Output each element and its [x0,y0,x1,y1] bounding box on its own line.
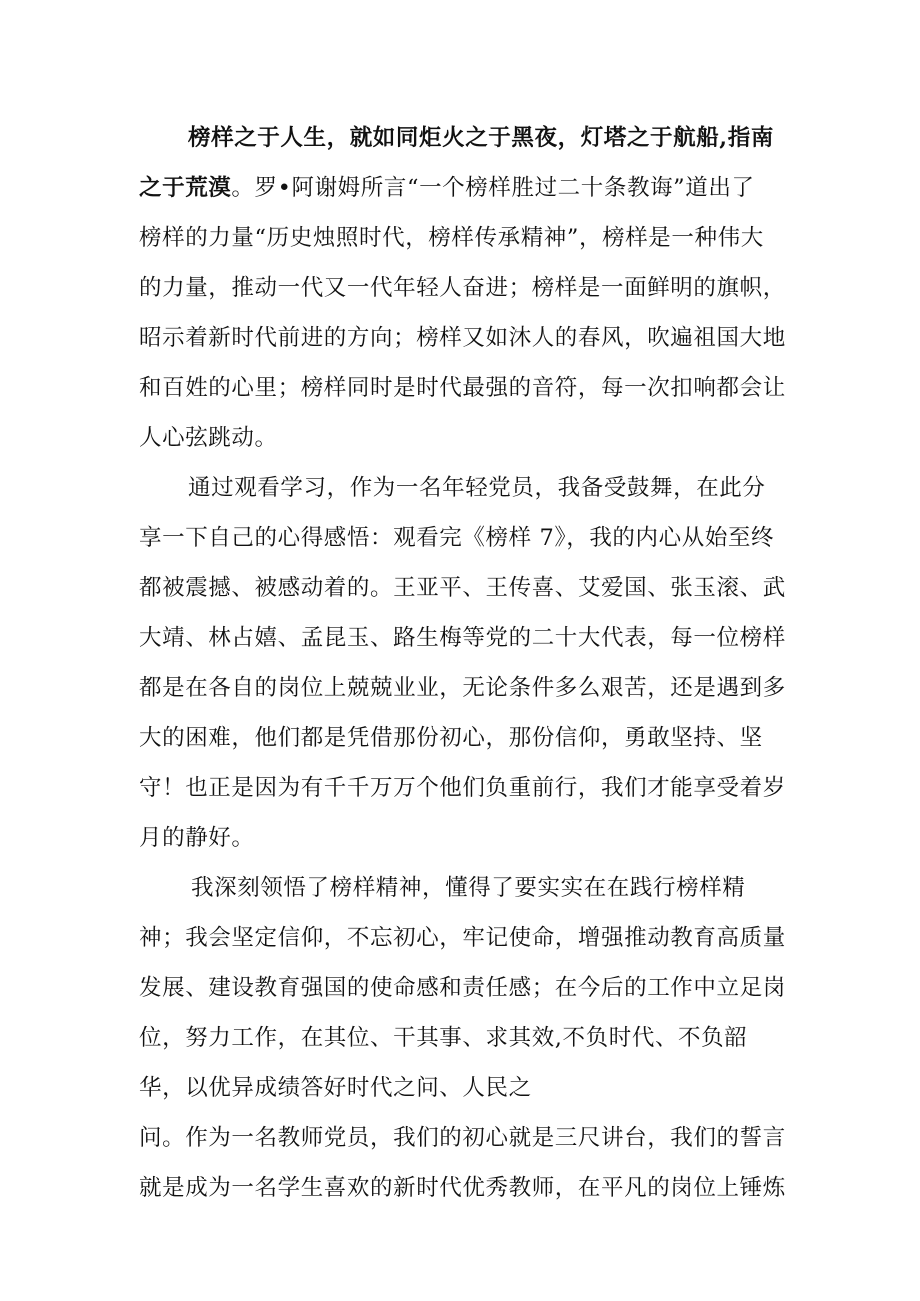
paragraph-3-line-6: 问。作为一名教师党员，我们的初心就是三尺讲台，我们的誓言 [139,1125,786,1151]
paragraph-2-line-7: 守！也正是因为有千千万万个他们负重前行，我们才能享受着岁 [139,775,786,801]
paragraph-2-line-1: 通过观看学习，作为一名年轻党员，我备受鼓舞，在此分 [188,475,766,501]
paragraph-3-line-2: 神；我会坚定信仰，不忘初心，牢记使命，增强推动教育高质量 [139,925,786,951]
paragraph-1-line-3: 榜样的力量“历史烛照时代，榜样传承精神”，榜样是一种伟大 [139,225,764,251]
paragraph-3-line-3: 发展、建设教育强国的使命感和责任感；在今后的工作中立足岗 [139,975,786,1001]
paragraph-1-line-2-bold: 之于荒漠 [139,175,232,201]
paragraph-1-line-4: 的力量，推动一代又一代年轻人奋进；榜样是一面鲜明的旗帜， [139,275,786,301]
paragraph-2-line-2: 享一下自己的心得感悟：观看完《榜样 7》，我的内心从始至终 [139,525,775,551]
paragraph-1-line-6: 和百姓的心里；榜样同时是时代最强的音符，每一次扣响都会让 [139,375,786,401]
paragraph-3-line-7: 就是成为一名学生喜欢的新时代优秀教师，在平凡的岗位上锤炼 [139,1175,786,1201]
paragraph-1-line-5: 昭示着新时代前进的方向；榜样又如沐人的春风，吹遍祖国大地 [139,325,786,351]
paragraph-1-line-2 [139,173,755,203]
paragraph-2-line-6: 大的困难，他们都是凭借那份初心，那份信仰，勇敢坚持、坚 [139,725,763,751]
paragraph-1-line-7: 人心弦跳动。 [139,425,278,451]
paragraph-1-line-2-rest: 。罗•阿谢姆所言“一个榜样胜过二十条教诲”道出了 [231,175,755,201]
paragraph-3-line-5: 华，以优异成绩答好时代之问、人民之 [139,1075,532,1101]
paragraph-3-line-4: 位，努力工作，在其位、干其事、求其效,不负时代、不负韶 [139,1025,748,1051]
paragraph-2-line-4: 大靖、林占嬉、孟昆玉、路生梅等党的二十大代表，每一位榜样 [139,625,786,651]
paragraph-2-line-3: 都被震撼、被感动着的。王亚平、王传喜、艾爱国、张玉滚、武 [139,575,786,601]
paragraph-1-line-1: 榜样之于人生，就如同炬火之于黑夜，灯塔之于航船,指南 [188,125,774,151]
paragraph-3-line-1: 我深刻领悟了榜样精神，懂得了要实实在在践行榜样精 [191,875,746,901]
paragraph-2-line-8: 月的静好。 [139,825,255,851]
paragraph-2-line-5: 都是在各自的岗位上兢兢业业，无论条件多么艰苦，还是遇到多 [139,675,786,701]
